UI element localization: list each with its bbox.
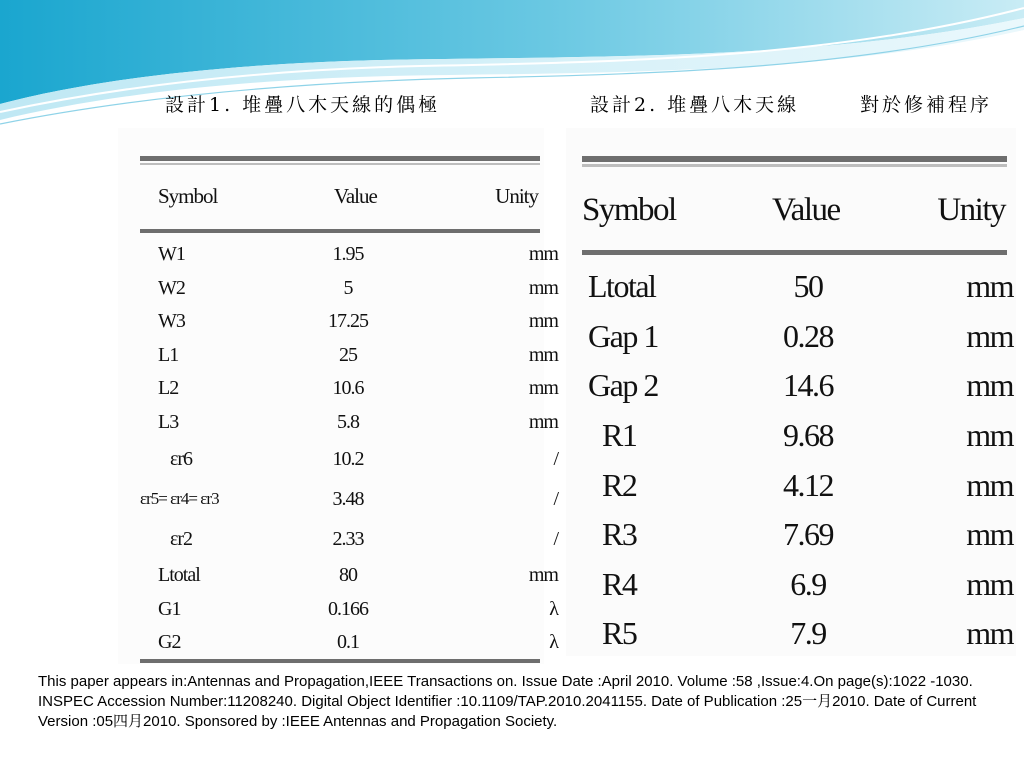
table2-header-rule (582, 250, 1007, 255)
cell-symbol: R5 (602, 615, 637, 652)
cell-symbol: εr2 (170, 527, 193, 550)
table1-header-unity: Unity (495, 184, 538, 208)
table-row (582, 510, 1021, 560)
cell-unity: mm (528, 377, 558, 400)
cell-value: 7.9 (790, 615, 826, 652)
cell-symbol: Ltotal (158, 564, 200, 587)
table1-header (140, 180, 540, 216)
cell-unity: mm (528, 243, 558, 266)
cell-value: 0.166 (328, 597, 368, 620)
table-row (140, 272, 568, 306)
cell-unity: mm (966, 367, 1013, 404)
cell-unity: mm (966, 317, 1013, 354)
cell-unity: mm (966, 565, 1013, 602)
cell-value: 9.68 (783, 417, 833, 454)
cell-symbol: L3 (158, 410, 179, 433)
table2 (582, 262, 1021, 659)
table1-header-value: Value (334, 184, 377, 208)
cell-value: 2.33 (332, 527, 364, 550)
table-row (140, 406, 568, 440)
design1-title: 設計1. 堆疊八木天線的偶極 (165, 94, 441, 116)
table-row (140, 559, 568, 593)
table2-header (582, 188, 1007, 238)
table-row (140, 439, 568, 479)
table-row (140, 238, 568, 272)
cell-unity: / (553, 527, 558, 550)
cell-value: 25 (339, 343, 357, 366)
cell-symbol: G1 (158, 597, 181, 620)
cell-unity: mm (528, 410, 558, 433)
table1-bottom-rule (140, 659, 540, 663)
table-row (140, 305, 568, 339)
table-row (140, 519, 568, 559)
cell-value: 10.6 (332, 377, 364, 400)
cell-value: 10.2 (332, 447, 364, 470)
cell-value: 0.1 (337, 631, 359, 654)
table-row (582, 411, 1021, 461)
cell-unity: λ (549, 597, 558, 620)
cell-symbol: L2 (158, 377, 179, 400)
cell-value: 4.12 (783, 466, 833, 503)
table-row (140, 339, 568, 373)
cell-unity: mm (966, 268, 1013, 305)
cell-unity: mm (528, 276, 558, 299)
cell-value: 14.6 (783, 367, 833, 404)
cell-unity: mm (528, 343, 558, 366)
cell-unity: mm (966, 615, 1013, 652)
cell-symbol: W2 (158, 276, 185, 299)
cell-value: 1.95 (332, 243, 364, 266)
cell-symbol: εr5= εr4= εr3 (140, 489, 219, 508)
cell-value: 0.28 (783, 317, 833, 354)
cell-value: 5.8 (337, 410, 359, 433)
cell-unity: λ (549, 631, 558, 654)
cell-value: 50 (793, 268, 823, 305)
cell-unity: mm (528, 310, 558, 333)
cell-value: 3.48 (332, 487, 364, 510)
table-row (140, 372, 568, 406)
cell-symbol: R2 (602, 466, 637, 503)
cell-symbol: Gap 1 (588, 317, 658, 354)
table1-header-symbol: Symbol (158, 184, 218, 208)
cell-symbol: R1 (602, 417, 637, 454)
table-row (582, 312, 1021, 362)
cell-symbol: W3 (158, 310, 185, 333)
table-row (582, 609, 1021, 659)
cell-symbol: εr6 (170, 447, 193, 470)
table1 (140, 238, 568, 660)
cell-value: 17.25 (328, 310, 368, 333)
cell-unity: mm (966, 466, 1013, 503)
design2-title: 設計2. 堆疊八木天線 (590, 94, 800, 116)
table2-top-rule-thin (582, 164, 1007, 167)
table-row (140, 626, 568, 660)
cell-symbol: G2 (158, 631, 181, 654)
cell-unity: / (553, 447, 558, 470)
cell-symbol: R4 (602, 565, 637, 602)
cell-value: 5 (343, 276, 353, 299)
table2-header-unity: Unity (937, 192, 1005, 228)
citation-caption: This paper appears in:Antennas and Propagation,IEEE Transactions on. Issue Date :April 2010. Volume :58 ,Issue:4.On page(s):1022 -1030. INSPEC Accession Number:11208240. Digital Object Identifier :10.1109/TAP.2010.2041155. Date of Publication :25一月2010. Date of Current Version :05四月2010. Sponsored by :IEEE Antennas and Propagation Society. (38, 673, 977, 730)
table-row (582, 262, 1021, 312)
table1-top-rule-thin (140, 163, 540, 165)
header-wave-decoration (0, 0, 1024, 140)
table2-top-rule (582, 156, 1007, 162)
table1-top-rule (140, 156, 540, 161)
table-row (582, 560, 1021, 610)
cell-value: 80 (339, 564, 357, 587)
cell-value: 7.69 (783, 516, 833, 553)
table-row (582, 361, 1021, 411)
cell-unity: mm (966, 417, 1013, 454)
table-row (140, 593, 568, 627)
cell-value: 6.9 (790, 565, 826, 602)
cell-unity: mm (528, 564, 558, 587)
table1-header-rule (140, 229, 540, 233)
table2-header-value: Value (772, 192, 840, 228)
patch-note-title: 對於修補程序 (860, 94, 993, 116)
cell-symbol: Ltotal (588, 268, 656, 305)
table2-header-symbol: Symbol (582, 192, 676, 228)
table-row (582, 460, 1021, 510)
cell-symbol: L1 (158, 343, 179, 366)
cell-unity: / (553, 487, 558, 510)
table-row (140, 479, 568, 519)
cell-symbol: Gap 2 (588, 367, 658, 404)
cell-symbol: R3 (602, 516, 637, 553)
cell-unity: mm (966, 516, 1013, 553)
cell-symbol: W1 (158, 243, 185, 266)
